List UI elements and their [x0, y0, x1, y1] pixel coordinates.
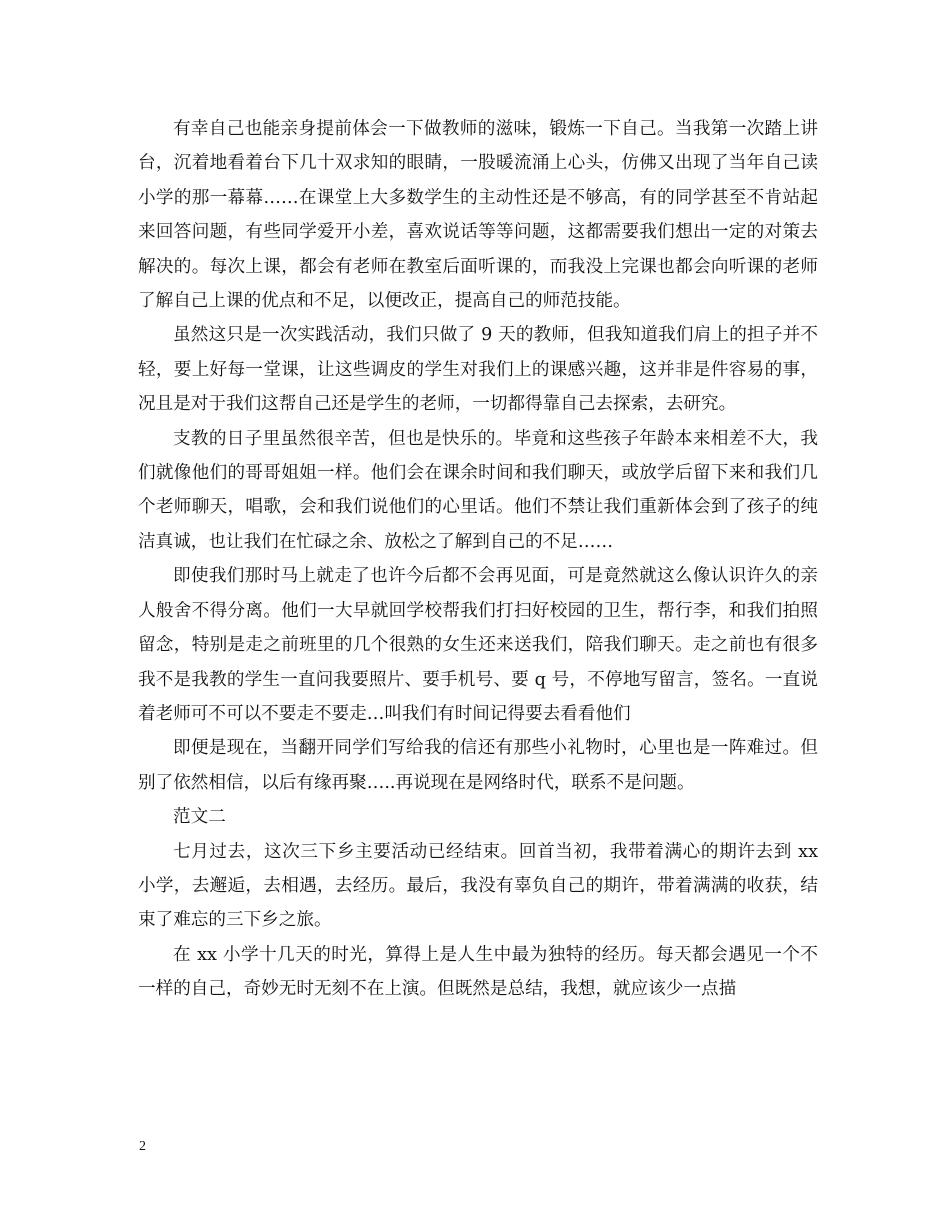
paragraph-practice-activity: 虽然这只是一次实践活动，我们只做了 9 天的教师，但我知道我们肩上的担子并不轻，要上好每一堂课，让这些调皮的学生对我们上的课感兴趣，这并非是件容易的事，况且是对于我们这帮自己还是学生的老师，一切都得靠自己去探索，去研究。 [138, 325, 818, 415]
paragraph-farewell: 即使我们那时马上就走了也许今后都不会再见面，可是竟然就这么像认识许久的亲人般舍不得分离。他们一大早就回学校帮我们打扫好校园的卫生，帮行李，和我们拍照留念，特别是走之前班里的几个很熟的女生还来送我们，陪我们聊天。走之前也有很多我不是我教的学生一直问我要照片、要手机号、要 q 号，不停地写留言，签名。一直说着老师可不可以不要走不要走…叫我们有时间记得要去看看他们 [138, 566, 818, 724]
paragraph-letters-gifts: 即便是现在，当翻开同学们写给我的信还有那些小礼物时，心里也是一阵难过。但别了依然相信，以后有缘再聚…..再说现在是网络时代，联系不是问题。 [138, 738, 818, 793]
page-number: 2 [139, 1139, 146, 1154]
paragraph-school-days: 在 xx 小学十几天的时光，算得上是人生中最为独特的经历。每天都会遇见一个不一样的自己，奇妙无时无刻不在上演。但既然是总结，我想，就应该少一点描 [138, 944, 818, 1000]
paragraph-july-summary: 七月过去，这次三下乡主要活动已经结束。回首当初，我带着满心的期许去到 xx 小学，去邂逅，去相遇，去经历。最后，我没有辜负自己的期许，带着满满的收获，结束了难忘的三下乡之旅。 [138, 841, 818, 931]
paragraph-happy-days: 支教的日子里虽然很辛苦，但也是快乐的。毕竟和这些孩子年龄本来相差不大，我们就像他们的哥哥姐姐一样。他们会在课余时间和我们聊天，或放学后留下来和我们几个老师聊天，唱歌，会和我们说他们的心里话。他们不禁让我们重新体会到了孩子的纯洁真诚，也让我们在忙碌之余、放松之了解到自己的不足…… [138, 428, 818, 552]
document-body [138, 112, 818, 1007]
section-heading-sample-two: 范文二 [173, 807, 226, 828]
paragraph-teaching-experience: 有幸自己也能亲身提前体会一下做教师的滋味，锻炼一下自己。当我第一次踏上讲台，沉着地看着台下几十双求知的眼睛，一股暖流涌上心头，仿佛又出现了当年自己读小学的那一幕幕……在课堂上大多数学生的主动性还是不够高，有的同学甚至不肯站起来回答问题，有些同学爱开小差，喜欢说话等等问题，这都需要我们想出一定的对策去解决的。每次上课，都会有老师在教室后面听课的，而我没上完课也都会向听课的老师了解自己上课的优点和不足，以便改正，提高自己的师范技能。 [138, 119, 818, 312]
